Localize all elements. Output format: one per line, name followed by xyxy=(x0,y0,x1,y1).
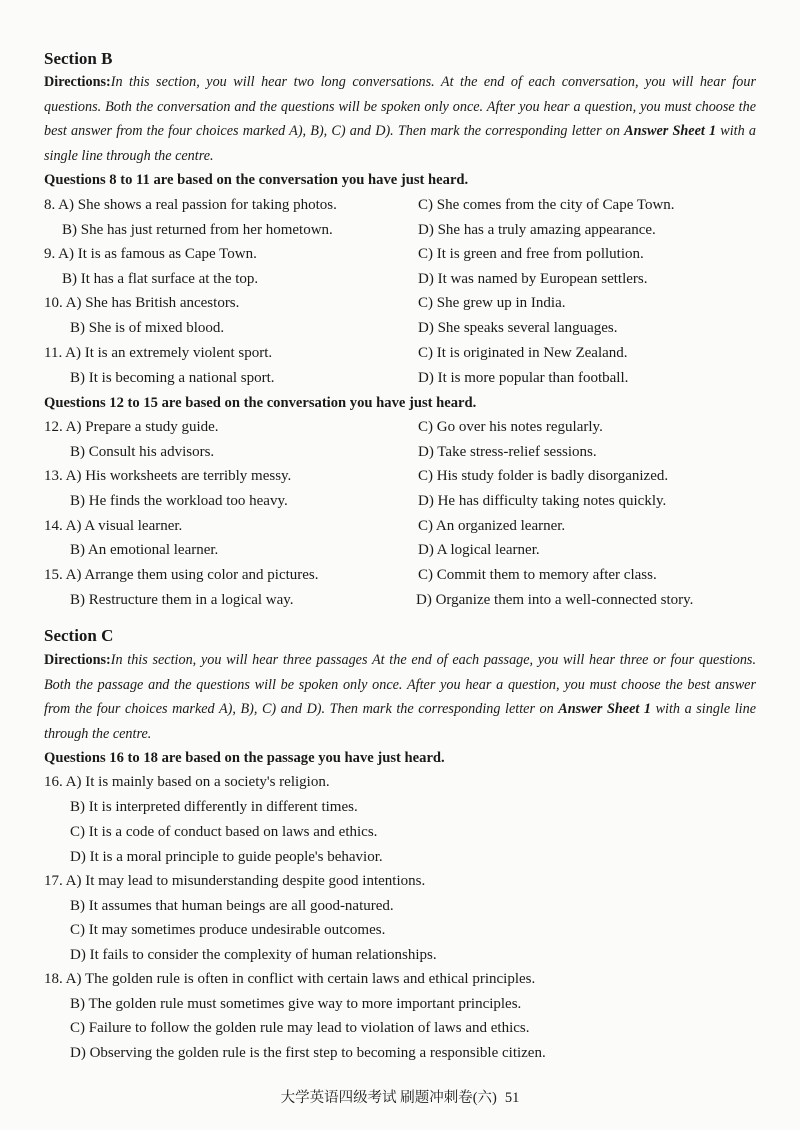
q14-option-d: D) A logical learner. xyxy=(418,542,540,558)
section-c-title: Section C xyxy=(44,626,114,645)
q16-option-b: B) It is interpreted differently in different times. xyxy=(70,799,358,815)
q12-option-d: D) Take stress-relief sessions. xyxy=(418,444,597,460)
q11-option-a: 11. A) It is an extremely violent sport. xyxy=(44,345,273,361)
q9-option-c: C) It is green and free from pollution. xyxy=(418,246,644,262)
q12-option-c: C) Go over his notes regularly. xyxy=(418,419,603,435)
q13-option-a: 13. A) His worksheets are terribly messy. xyxy=(44,468,292,484)
q15-option-b: B) Restructure them in a logical way. xyxy=(70,592,294,608)
q13-option-b: B) He finds the workload too heavy. xyxy=(70,493,288,509)
q12-option-a: 12. A) Prepare a study guide. xyxy=(44,419,219,435)
directions-text: In this section, you will hear three passages At the end of each passage, you will hear three or four questions. Both the passage and the questions will be spoken only once. After you hear a question, you must choose the best answer from the four choices marked A), B), C) and D). Then mark the corresponding letter on xyxy=(44,652,756,718)
q9-option-b: B) It has a flat surface at the top. xyxy=(62,271,259,287)
q10-option-c: C) She grew up in India. xyxy=(418,295,566,311)
q17-option-d: D) It fails to consider the complexity of human relationships. xyxy=(70,947,437,963)
q15-option-a: 15. A) Arrange them using color and pictures. xyxy=(44,567,319,583)
q14-option-b: B) An emotional learner. xyxy=(70,542,219,558)
q17-option-b: B) It assumes that human beings are all good-natured. xyxy=(70,898,394,914)
answer-sheet-ref: Answer Sheet 1 xyxy=(624,123,717,140)
q17-option-a: 17. A) It may lead to misunderstanding despite good intentions. xyxy=(44,873,426,889)
q13-option-c: C) His study folder is badly disorganized. xyxy=(418,468,669,484)
q12-option-b: B) Consult his advisors. xyxy=(70,444,215,460)
q14-option-a: 14. A) A visual learner. xyxy=(44,518,183,534)
directions-text: In this section, you will hear two long conversations. At the end of each conversation, you will hear four questions. Both the conversation and the questions will be spoken only once. After you hear a question, you must choose the best answer from the four choices marked A), B), C) and D). Then mark the corresponding letter on xyxy=(44,74,756,140)
q10-option-d: D) She speaks several languages. xyxy=(418,320,618,336)
q16-option-d: D) It is a moral principle to guide people's behavior. xyxy=(70,849,383,865)
answer-sheet-ref: Answer Sheet 1 xyxy=(558,701,652,718)
directions-label: Directions: xyxy=(44,652,111,668)
q14-option-c: C) An organized learner. xyxy=(418,518,566,534)
q11-option-c: C) It is originated in New Zealand. xyxy=(418,345,628,361)
q13-option-d: D) He has difficulty taking notes quickly. xyxy=(418,493,667,509)
section-b-title: Section B xyxy=(44,49,113,68)
q11-option-d: D) It is more popular than football. xyxy=(418,370,629,386)
directions-text-end: with a single line through the centre. xyxy=(44,123,756,164)
q16-option-a: 16. A) It is mainly based on a society's religion. xyxy=(44,774,330,790)
directions-text-end: with a single line through the centre. xyxy=(44,701,756,742)
q18-option-d: D) Observing the golden rule is the first step to becoming a responsible citizen. xyxy=(70,1045,546,1061)
section-b-directions xyxy=(44,70,756,168)
q18-option-a: 18. A) The golden rule is often in conflict with certain laws and ethical principles. xyxy=(44,971,536,987)
q8-option-b: B) She has just returned from her hometown. xyxy=(62,222,333,238)
footer-title: 大学英语四级考试 刷题冲刺卷(六) xyxy=(280,1090,497,1106)
directions-label: Directions: xyxy=(44,74,111,90)
section-c-directions xyxy=(44,648,756,746)
q18-option-b: B) The golden rule must sometimes give way to more important principles. xyxy=(70,996,522,1012)
q9-option-a: 9. A) It is as famous as Cape Town. xyxy=(44,246,257,262)
questions-8-11-header: Questions 8 to 11 are based on the conversation you have just heard. xyxy=(44,172,469,188)
q9-option-d: D) It was named by European settlers. xyxy=(418,271,648,287)
q10-option-a: 10. A) She has British ancestors. xyxy=(44,295,240,311)
q16-option-c: C) It is a code of conduct based on laws and ethics. xyxy=(70,824,378,840)
page-number: 51 xyxy=(504,1090,520,1106)
q10-option-b: B) She is of mixed blood. xyxy=(70,320,225,336)
q18-option-c: C) Failure to follow the golden rule may lead to violation of laws and ethics. xyxy=(70,1020,530,1036)
q15-option-c: C) Commit them to memory after class. xyxy=(418,567,657,583)
questions-16-18-header: Questions 16 to 18 are based on the passage you have just heard. xyxy=(44,750,445,766)
q11-option-b: B) It is becoming a national sport. xyxy=(70,370,275,386)
questions-12-15-header: Questions 12 to 15 are based on the conversation you have just heard. xyxy=(44,395,477,411)
q17-option-c: C) It may sometimes produce undesirable outcomes. xyxy=(70,922,386,938)
q8-option-d: D) She has a truly amazing appearance. xyxy=(418,222,656,238)
page-footer xyxy=(0,1086,800,1107)
q8-option-c: C) She comes from the city of Cape Town. xyxy=(418,197,675,213)
q15-option-d: D) Organize them into a well-connected story. xyxy=(416,592,694,608)
q8-option-a: 8. A) She shows a real passion for taking photos. xyxy=(44,197,337,213)
